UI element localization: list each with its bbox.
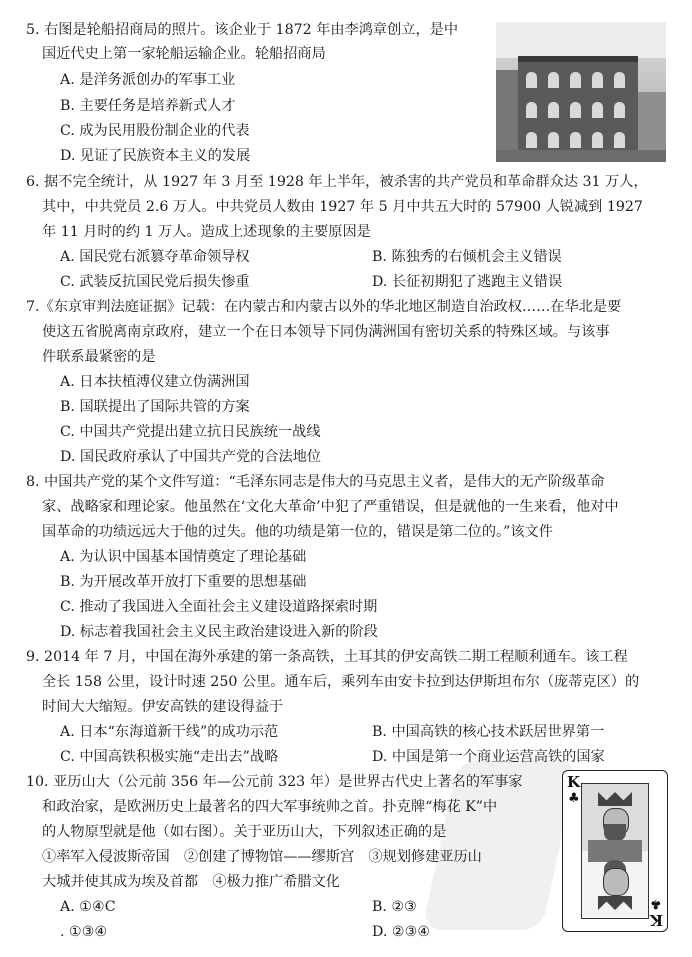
q8-stem-line3: 国革命的功绩远远大于他的过失。他的功绩是第一位的，错误是第二位的。”该文件: [42, 524, 553, 540]
q9-stem-line3: 时间大大缩短。伊安高铁的建设得益于: [42, 699, 284, 715]
q10-option-a: A. ①④C: [60, 899, 116, 915]
q5-option-c: C. 成为民用股份制企业的代表: [60, 123, 250, 139]
q8-option-c: C. 推动了我国进入全面社会主义建设道路探索时期: [60, 599, 378, 615]
q5-stem-line2: 国近代史上第一家轮船运输企业。轮船招商局: [42, 46, 326, 62]
q6-option-d: D. 长征初期犯了逃跑主义错误: [372, 274, 563, 290]
china-merchants-building-photo: [496, 22, 666, 162]
q6-stem-line2: 其中，中共党员 2.6 万人。中共党员人数由 1927 年 5 月中共五大时的 57900 人锐减到 1927: [42, 199, 643, 215]
q8-option-d: D. 标志着我国社会主义民主政治建设进入新的阶段: [60, 624, 378, 640]
club-suit-icon-bottom: ♣: [650, 896, 662, 911]
q8-stem-line1: 8. 中国共产党的某个文件写道：“毛泽东同志是伟大的马克思主义者，是伟大的无产阶级革命: [26, 474, 605, 490]
q8-option-a: A. 为认识中国基本国情奠定了理论基础: [60, 549, 307, 565]
q10-stem-line4: ①率军入侵波斯帝国 ②创建了博物馆——缪斯宫 ③规划修建亚历山: [42, 849, 482, 865]
q7-option-b: B. 国联提出了国际共管的方案: [60, 399, 250, 415]
q6-option-c: C. 武装反抗国民党后损失惨重: [60, 274, 250, 290]
q6-option-a: A. 国民党右派篡夺革命领导权: [60, 249, 250, 265]
q10-stem-line3: 的人物原型就是他（如右图）。关于亚历山大，下列叙述正确的是: [42, 824, 447, 840]
q7-option-d: D. 国民政府承认了中国共产党的合法地位: [60, 449, 322, 465]
q10-option-d: D. ②③④: [372, 924, 431, 940]
king-of-clubs-card: [562, 770, 668, 932]
q5-stem-line1: 5. 右图是轮船招商局的照片。该企业于 1872 年由李鸿章创立，是中: [26, 22, 459, 38]
q5-option-d: D. 见证了民族资本主义的发展: [60, 148, 251, 164]
q9-option-d: D. 中国是第一个商业运营高铁的国家: [372, 749, 605, 765]
q6-stem-line3: 年 11 月时的约 1 万人。造成上述现象的主要原因是: [42, 224, 371, 240]
q9-option-b: B. 中国高铁的核心技术跃居世界第一: [372, 724, 605, 740]
q9-stem-line1: 9. 2014 年 7 月，中国在海外承建的第一条高铁，土耳其的伊安高铁二期工程顺利通车。该工程: [26, 649, 628, 665]
q10-stem-line1: 10. 亚历山大（公元前 356 年—公元前 323 年）是世界古代史上著名的军事家: [26, 774, 523, 790]
q5-option-a: A. 是洋务派创办的军事工业: [60, 72, 236, 88]
q7-stem-line1: 7.《东京审判法庭证据》记载：在内蒙古和内蒙古以外的华北地区制造自治政权……在华北是要: [26, 299, 622, 315]
q10-stem-line5: 大城并使其成为埃及首都 ④极力推广希腊文化: [42, 874, 340, 890]
q7-option-a: A. 日本扶植溥仪建立伪满洲国: [60, 374, 250, 390]
king-figure: [581, 783, 649, 919]
q10-option-b: B. ②③: [372, 899, 417, 915]
q7-stem-line3: 件联系最紧密的是: [42, 349, 156, 365]
q6-option-b: B. 陈独秀的右倾机会主义错误: [372, 249, 562, 265]
q7-option-c: C. 中国共产党提出建立抗日民族统一战线: [60, 424, 321, 440]
q8-option-b: B. 为开展改革开放打下重要的思想基础: [60, 574, 307, 590]
q9-option-a: A. 日本“东海道新干线”的成功示范: [60, 724, 279, 740]
q9-option-c: C. 中国高铁积极实施“走出去”战略: [60, 749, 279, 765]
q5-option-b: B. 主要任务是培养新式人才: [60, 98, 236, 114]
q8-stem-line2: 家、战略家和理论家。他虽然在‘文化大革命’中犯了严重错误，但是就他的一生来看，他对中: [42, 499, 619, 515]
q7-stem-line2: 使这五省脱离南京政府，建立一个在日本领导下同伪满洲国有密切关系的特殊区域。与该事: [42, 324, 610, 340]
card-rank-bottom: K: [649, 911, 663, 929]
card-rank-top: K: [567, 773, 581, 791]
q10-option-c: . ①③④: [60, 924, 108, 940]
club-suit-icon: ♣: [568, 791, 580, 806]
q10-stem-line2: 和政治家，是欧洲历史上最著名的四大军事统帅之首。扑克牌“梅花 K”中: [42, 799, 498, 815]
q6-stem-line1: 6. 据不完全统计，从 1927 年 3 月至 1928 年上半年，被杀害的共产党员和革命群众达 31 万人，: [26, 174, 648, 190]
q9-stem-line2: 全长 158 公里，设计时速 250 公里。通车后，乘列车由安卡拉到达伊斯坦布尔（庞蒂克区）的: [42, 674, 640, 690]
